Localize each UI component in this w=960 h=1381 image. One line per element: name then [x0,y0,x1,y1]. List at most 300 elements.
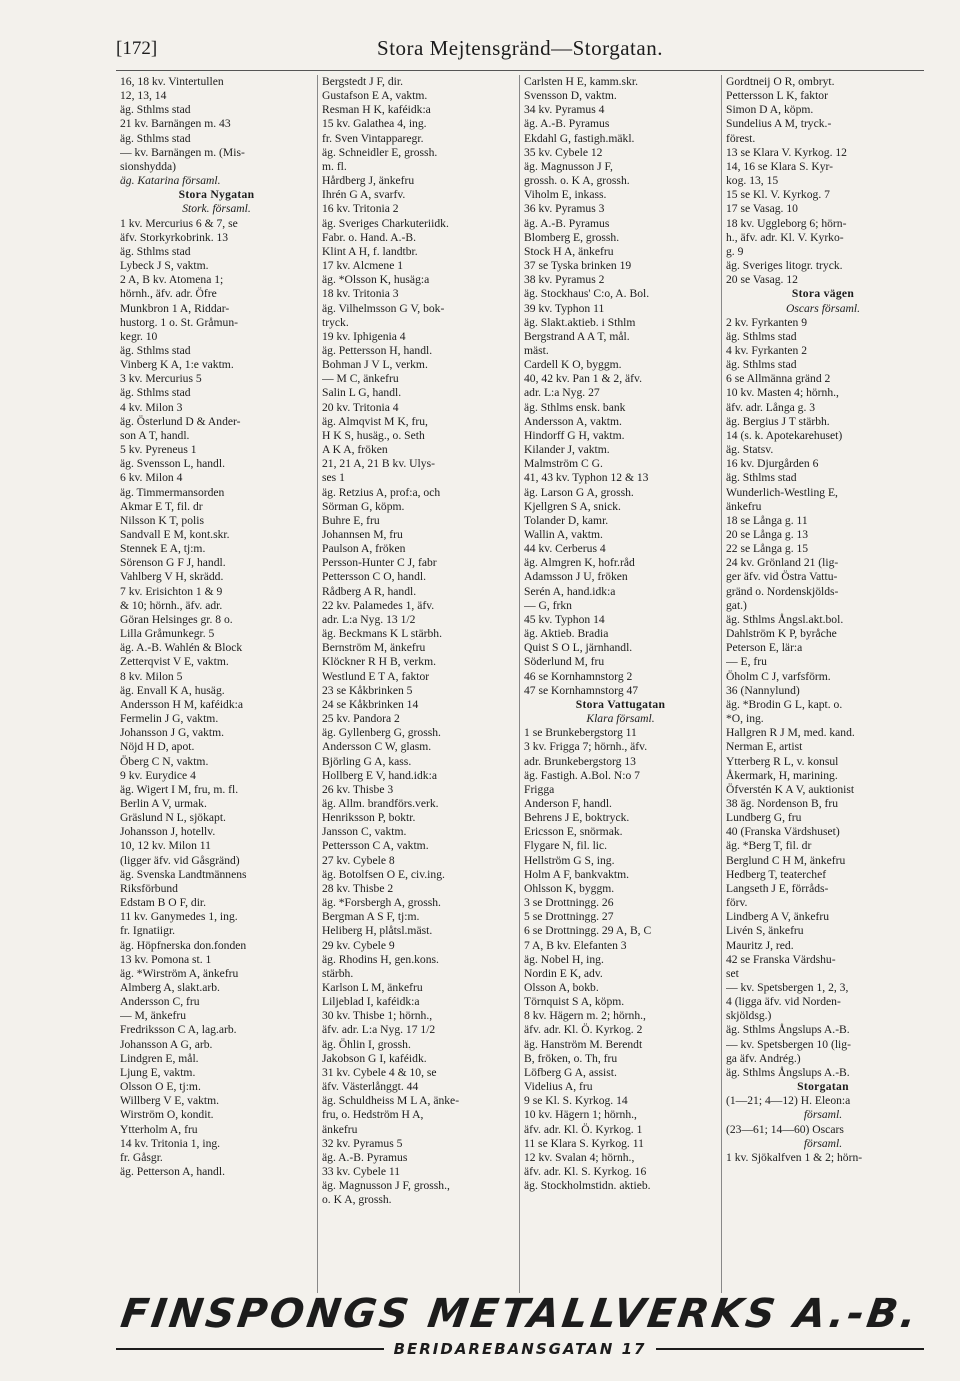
directory-line: Sandvall E M, kont.skr. [120,528,230,541]
directory-line: Öholm C J, varfsförm. [726,669,831,683]
directory-line: 8 kv. Milon 5 [120,669,183,683]
directory-line: Andersson C, fru [120,995,200,1009]
directory-line: 11 se Klara S. Kyrkog. 11 [524,1136,644,1150]
directory-line: äg. Schuldheiss M L A, änke- [322,1094,460,1108]
directory-line: Johansson A G, arb. [120,1037,213,1051]
directory-line: 20 se Långa g. 13 [726,528,809,541]
address-rule-left [116,1348,384,1350]
directory-line: Almberg A, slakt.arb. [120,981,220,994]
directory-line: 30 kv. Thisbe 1; hörnh., [322,1009,433,1023]
directory-line: Göran Helsinges gr. 8 o. [120,612,233,626]
directory-line: äg. Almqvist M K, fru, [322,414,428,428]
directory-line: Nerman E, artist [726,740,803,754]
directory-line: 13 kv. Pomona st. 1 [120,952,212,966]
directory-line: Svensson D, vaktm. [524,89,617,103]
directory-line: g. 9 [726,244,744,258]
directory-line: äg. Sthlms stad [120,244,191,258]
directory-line: gat.) [726,598,747,612]
directory-line: Henriksson P, boktr. [322,811,416,825]
directory-line: 40, 42 kv. Pan 1 & 2, äfv. [524,372,642,386]
directory-line: 41, 43 kv. Typhon 12 & 13 [524,471,649,485]
directory-line: Edstam B O F, dir. [120,896,207,910]
directory-line: 17 kv. Alcmene 1 [322,259,404,273]
directory-line: Vinberg K A, 1:e vaktm. [120,358,234,372]
directory-line: Löfberg G A, assist. [524,1065,617,1079]
directory-line: äg. Österlund D & Ander- [120,414,241,428]
directory-line: 12 kv. Svalan 4; hörnh., [524,1150,635,1164]
directory-line: äg. Sveriges Charkuteriidk. [322,216,449,230]
directory-line: 40 (Franska Värdshuset) [726,825,840,839]
directory-line: Simon D A, köpm. [726,103,814,117]
directory-line: äg. *Brodin G L, kapt. o. [726,697,843,711]
directory-line: Bergman A S F, tj:m. [322,910,420,924]
directory-line: Fredriksson C A, lag.arb. [120,1023,237,1037]
directory-line: 21, 21 A, 21 B kv. Ulys- [322,457,435,471]
running-title: Stora Mejtensgränd—Storgatan. [377,36,663,60]
directory-line: adr. L:a Nyg. 27 [524,386,600,400]
street-heading: Stora vägen [791,287,855,301]
directory-line: äg. Fastigh. A.Bol. N:o 7 [524,768,640,782]
directory-line: gränd o. Nordenskjölds- [726,584,839,598]
directory-line: 14 kv. Tritonia 1, ing. [120,1136,221,1150]
directory-line: 10 kv. Hägern 1; hörnh., [524,1108,637,1122]
directory-line: äg. A.-B. Wahlén & Block [120,641,243,655]
directory-line: 20 se Vasag. 12 [726,273,798,287]
directory-line: förv. [726,896,748,910]
directory-line: 24 kv. Grönland 21 (lig- [726,556,839,570]
directory-line: Törnquist S A, köpm. [524,995,625,1009]
directory-line: o. K A, grossh. [322,1193,392,1207]
advertiser-address: BERIDAREBANSGATAN 17 [393,1340,647,1358]
directory-line: h., äfv. adr. Kl. V. Kyrko- [726,230,844,244]
directory-line: Sörman G, köpm. [322,499,405,513]
directory-line: Fermelin J G, vaktm. [120,712,219,726]
directory-line: Adamsson J U, fröken [524,570,628,584]
directory-line: Liljeblad I, kaféidk:a [322,995,420,1009]
directory-line: äg. Beckmans K L stärbh. [322,627,442,641]
directory-line: 16, 18 kv. Vintertullen [120,75,224,88]
directory-line: Lindgren E, mål. [120,1051,199,1065]
directory-line: änkefru [322,1122,358,1136]
directory-line: Stork. församl. [182,202,251,216]
directory-line: äg. Envall K A, husäg. [120,683,225,697]
directory-line: H K S, husäg., o. Seth [322,428,425,442]
directory-line: förest. [726,131,756,145]
directory-line: Gordtneij O R, ombryt. [726,75,835,88]
directory-line: 1 kv. Mercurius 6 & 7, se [120,216,238,230]
directory-line: 25 kv. Pandora 2 [322,712,400,726]
directory-line: Jansson C, vaktm. [322,825,407,839]
directory-line: hörnh., äfv. adr. Öfre [120,287,217,301]
directory-line: 21 kv. Barnängen m. 43 [120,117,231,131]
directory-line: 45 kv. Typhon 14 [524,612,605,626]
directory-line: Wallin A, vaktm. [524,528,603,541]
street-heading: Stora Nygatan [178,188,255,202]
directory-line: (23—61; 14—60) Oscars [726,1122,844,1136]
directory-line: äg. Öhlin I, grossh. [322,1037,411,1051]
address-rule-right [656,1348,924,1350]
directory-line: grossh. o. K A, grossh. [524,174,630,188]
directory-line: Hellström G S, ing. [524,853,615,867]
directory-line: 32 kv. Pyramus 5 [322,1136,403,1150]
directory-line: & 10; hörnh., äfv. adr. [120,598,223,612]
column-2 [318,75,520,1293]
directory-line: äg. Pettersson H, handl. [322,343,433,357]
directory-line: 10, 12 kv. Milon 11 [120,839,211,853]
directory-line: 7 kv. Erisichton 1 & 9 [120,584,223,598]
directory-line: 6 se Allmänna gränd 2 [726,372,831,386]
directory-line: Berglund C H M, änkefru [726,853,846,867]
street-heading: Stora Vattugatan [575,697,666,711]
directory-line: adr. Brunkebergstorg 13 [524,754,636,768]
directory-line: Akmar E T, fil. dr [120,499,203,513]
directory-line: äg. Sthlms Ångslups A.-B. [726,1023,850,1037]
directory-line: äg. Almgren K, hofr.råd [524,556,635,570]
directory-line: 28 kv. Thisbe 2 [322,881,394,895]
directory-line: 16 kv. Djurgården 6 [726,457,819,471]
directory-line: äg. Hanström M. Berendt [524,1037,643,1051]
directory-line: — kv. Barnängen m. (Mis- [120,145,245,159]
directory-line: Pettersson C O, handl. [322,570,427,584]
directory-line: Andersson H M, kaféidk:a [120,697,243,711]
directory-line: Willberg V E, vaktm. [120,1094,220,1108]
directory-line: A K A, fröken [322,443,388,457]
directory-line: Ohlsson K, byggm. [524,881,615,895]
directory-line: äg. Vilhelmsson G V, bok- [322,301,445,315]
directory-line: Paulson A, fröken [322,542,406,556]
directory-line: Hårdberg J, änkefru [322,174,415,188]
directory-line: — G, frkn [524,598,572,612]
directory-line: Lybeck J S, vaktm. [120,259,209,273]
page-number: [172] [116,38,158,59]
directory-line: äg. Gyllenberg G, grossh. [322,726,441,740]
directory-line: äg. *Wirström A, änkefru [120,966,239,980]
directory-line: Ljung E, vaktm. [120,1065,196,1079]
directory-line: Fabr. o. Hand. A.-B. [322,230,417,244]
directory-line: församl. [803,1136,843,1150]
directory-line: Berlin A V, urmak. [120,796,207,810]
directory-line: son A T, handl. [120,428,190,442]
directory-line: 6 se Drottningg. 29 A, B, C [524,924,652,938]
directory-line: 13 se Klara V. Kyrkog. 12 [726,145,847,159]
directory-line: äfv. adr. Kl. Ö. Kyrkog. 2 [524,1023,643,1037]
directory-line: Dahlström K P, byråche [726,627,837,641]
directory-line: Klint A H, f. landtbr. [322,244,418,258]
directory-line: Kilander J, vaktm. [524,443,610,457]
directory-line: Bergstrand A A T, mål. [524,329,630,343]
directory-line: äfv. Västerlånggt. 44 [322,1080,419,1094]
directory-line: Frigga [524,782,555,796]
directory-line: (1—21; 4—12) H. Eleon:a [726,1094,851,1108]
directory-line: äfv. Storkyrkobrink. 13 [120,230,229,244]
directory-line: Rådberg A R, handl. [322,584,417,598]
directory-line: 16 kv. Tritonia 2 [322,202,399,216]
directory-line: Westlund E T A, faktor [322,669,430,683]
directory-line: äg. A.-B. Pyramus [524,216,610,230]
directory-line: ses 1 [322,471,345,485]
directory-line: äg. Botolfsen O E, civ.ing. [322,867,445,881]
directory-line: äg. Allm. brandförs.verk. [322,796,439,810]
directory-line: — E, fru [726,655,767,669]
directory-line: Björling G A, kass. [322,754,412,768]
directory-line: äg. Wigert I M, fru, m. fl. [120,782,239,796]
directory-line: Holm A F, bankvaktm. [524,867,630,881]
directory-line: äg. Svenska Landtmännens [120,867,247,881]
directory-line: m. fl. [322,159,347,173]
directory-line: äg. Sthlms stad [726,471,797,485]
directory-line: Anderson F, handl. [524,796,612,810]
directory-line: Öfverstén K A V, auktionist [726,782,855,796]
directory-line: Stennek E A, tj:m. [120,542,206,556]
directory-line: 22 kv. Palamedes 1, äfv. [322,598,435,612]
directory-line: Viholm E, inkass. [524,188,607,202]
directory-line: äg. Bergius J T stärbh. [726,414,830,428]
directory-line: Johannsen M, fru [322,528,403,541]
directory-line: 18 kv. Uggleborg 6; hörn- [726,216,847,230]
directory-line: Hallgren R J M, med. kand. [726,726,855,740]
directory-line: äg. Sthlms Ångsl.akt.bol. [726,612,844,626]
directory-line: Åkermark, H, marining. [726,768,838,782]
directory-line: Klöckner R H B, verkm. [322,655,436,669]
directory-line: 3 kv. Frigga 7; hörnh., äfv. [524,740,648,754]
directory-line: äfv. adr. L:a Nyg. 17 1/2 [322,1023,436,1037]
directory-line: äg. Sthlms stad [726,329,797,343]
directory-line: kog. 13, 15 [726,174,779,188]
directory-line: Carlsten H E, kamm.skr. [524,75,638,88]
directory-line: församl. [803,1108,843,1122]
directory-line: äg. *Olsson K, husäg:a [322,273,430,287]
directory-line: äfv. adr. Kl. S. Kyrkog. 16 [524,1165,647,1179]
directory-line: 39 kv. Typhon 11 [524,301,605,315]
directory-line: ga äfv. Andrég.) [726,1051,801,1065]
directory-line: Stock H A, änkefru [524,244,614,258]
directory-line: Lindberg A V, änkefru [726,910,830,924]
directory-line: Oscars församl. [785,301,861,315]
directory-line: äg. Rhodins H, gen.kons. [322,952,439,966]
directory-line: Ytterholm A, fru [120,1122,198,1136]
directory-line: 14, 16 se Klara S. Kyr- [726,159,833,173]
directory-line: 33 kv. Cybele 11 [322,1165,401,1179]
directory-line: Johansson J, hotellv. [120,825,216,839]
directory-line: 20 kv. Tritonia 4 [322,400,399,414]
directory-line: Vahlberg V H, skrädd. [120,570,224,584]
directory-line: Tolander D, kamr. [524,513,609,527]
directory-line: 38 äg. Nordenson B, fru [726,796,839,810]
directory-line: äg. Slakt.aktieb. i Sthlm [524,315,636,329]
directory-line: 47 se Kornhamnstorg 47 [524,683,639,697]
directory-line: sionshydda) [120,159,177,173]
directory-line: äg. Sthlms stad [120,131,191,145]
directory-line: 17 se Vasag. 10 [726,202,798,216]
directory-line: Pettersson C A, vaktm. [322,839,429,853]
directory-line: Bohman J V L, verkm. [322,358,428,372]
directory-line: Livén S, änkefru [726,924,804,938]
directory-line: — M, änkefru [120,1009,187,1023]
directory-line: Persson-Hunter C J, fabr [322,556,437,570]
directory-line: 5 kv. Pyreneus 1 [120,443,197,457]
directory-line: set [726,966,739,980]
directory-line: 11 kv. Ganymedes 1, ing. [120,910,238,924]
directory-line: Salin L G, handl. [322,386,402,400]
directory-line: Zetterqvist V E, vaktm. [120,655,229,669]
directory-line: 18 kv. Tritonia 3 [322,287,399,301]
directory-line: 5 se Drottningg. 27 [524,910,614,924]
directory-line: äg. Larson G A, grossh. [524,485,634,499]
directory-line: skjöldsg.) [726,1009,772,1023]
directory-line: Munkbron 1 A, Riddar- [120,301,230,315]
column-1 [116,75,318,1293]
directory-line: Quist S O L, järnhandl. [524,641,633,655]
directory-line: 23 se Kåkbrinken 5 [322,683,413,697]
directory-line: äg. Retzius A, prof:a, och [322,485,441,499]
street-heading: Storgatan [797,1080,849,1094]
directory-line: äg. Statsv. [726,443,774,457]
directory-line: äg. Sveriges litogr. tryck. [726,259,843,273]
directory-line: fr. Gåsgr. [120,1150,163,1164]
directory-line: mäst. [524,343,549,357]
directory-line: Bergstedt J F, dir. [322,75,403,88]
directory-line: 1 kv. Sjökalfven 1 & 2; hörn- [726,1150,863,1164]
directory-line: äg. A.-B. Pyramus [322,1150,408,1164]
directory-line: hustorg. 1 o. St. Gråmun- [120,315,238,329]
directory-line: Gustafson E A, vaktm. [322,89,428,103]
directory-line: äfv. adr. Kl. Ö. Kyrkog. 1 [524,1122,643,1136]
directory-line: äg. Petterson A, handl. [120,1165,225,1179]
page-header [116,30,924,71]
directory-line: 4 kv. Fyrkanten 2 [726,343,808,357]
directory-line: äg. Nobel H, ing. [524,952,604,966]
directory-line: (ligger äfv. vid Gåsgränd) [120,853,240,867]
directory-line: stärbh. [322,966,354,980]
column-3 [520,75,722,1293]
directory-line: Johansson J G, vaktm. [120,726,225,740]
directory-columns [116,75,924,1293]
directory-line: Cardell K O, byggm. [524,358,622,372]
directory-line: Söderlund M, fru [524,655,605,669]
directory-line: 10 kv. Masten 4; hörnh., [726,386,839,400]
directory-line: 12, 13, 14 [120,89,167,103]
directory-line: B, fröken, o. Th, fru [524,1051,618,1065]
directory-line: Serén A, hand.idk:a [524,584,616,598]
directory-line: 29 kv. Cybele 9 [322,938,395,952]
directory-line: Bernström M, änkefru [322,641,426,655]
directory-line: 38 kv. Pyramus 2 [524,273,605,287]
directory-line: — kv. Spetsbergen 1, 2, 3, [726,981,849,994]
directory-line: Hedberg T, teaterchef [726,867,827,881]
directory-line: Kjellgren S A, snick. [524,499,621,513]
directory-line: äg. Katarina församl. [120,174,221,188]
directory-line: adr. L:a Nyg. 13 1/2 [322,612,416,626]
directory-line: äg. Svensson L, handl. [120,457,225,471]
directory-line: Flygare N, fil. lic. [524,839,608,853]
directory-line: 4 kv. Milon 3 [120,400,183,414]
directory-line: Nilsson K T, polis [120,513,204,527]
directory-line: Hollberg E V, hand.idk:a [322,768,437,782]
directory-line: 2 kv. Fyrkanten 9 [726,315,808,329]
directory-line: äfv. adr. Långa g. 3 [726,400,816,414]
directory-line: äg. Aktieb. Bradia [524,627,609,641]
directory-line: Nöjd H D, apot. [120,740,195,754]
directory-line: 27 kv. Cybele 8 [322,853,395,867]
directory-line: 6 kv. Milon 4 [120,471,183,485]
directory-line: Andersson C W, glasm. [322,740,432,754]
directory-line: äg. Timmermansorden [120,485,225,499]
directory-line: Hindorff G H, vaktm. [524,428,625,442]
directory-line: äg. *Berg T, fil. dr [726,839,812,853]
directory-line: 3 se Drottningg. 26 [524,896,614,910]
directory-line: fr. Sven Vintapparegr. [322,131,424,145]
directory-line: äg. Magnusson J F, [524,159,613,173]
directory-line: 31 kv. Cybele 4 & 10, se [322,1065,437,1079]
directory-line: Ekdahl G, fastigh.mäkl. [524,131,635,145]
directory-line: 26 kv. Thisbe 3 [322,782,394,796]
directory-line: Peterson E, lär:a [726,641,803,655]
directory-line: Buhre E, fru [322,513,380,527]
directory-line: Wunderlich-Westling E, [726,485,838,499]
directory-line: fr. Ignatiigr. [120,924,176,938]
directory-line: Lilla Gråmunkegr. 5 [120,627,215,641]
directory-line: 36 kv. Pyramus 3 [524,202,605,216]
directory-line: Wirström O, kondit. [120,1108,214,1122]
directory-line: 7 A, B kv. Elefanten 3 [524,938,627,952]
directory-line: Klara församl. [586,712,655,726]
directory-line: 15 kv. Galathea 4, ing. [322,117,427,131]
directory-line: 9 kv. Eurydice 4 [120,768,196,782]
directory-line: tryck. [322,315,349,329]
directory-line: äg. Sthlms stad [120,386,191,400]
directory-line: Nordin E K, adv. [524,966,603,980]
directory-line: Sundelius A M, tryck.- [726,117,832,131]
directory-line: äg. Stockholmstidn. aktieb. [524,1179,651,1193]
directory-line: äg. Magnusson J F, grossh., [322,1179,450,1193]
directory-line: 22 se Långa g. 15 [726,542,809,556]
directory-line: Blomberg E, grossh. [524,230,620,244]
directory-line: Heliberg H, plåtsl.mäst. [322,924,433,938]
directory-line: 35 kv. Cybele 12 [524,145,603,159]
directory-line: Mauritz J, red. [726,938,794,952]
directory-line: äg. Sthlms ensk. bank [524,400,626,414]
directory-line: äg. Sthlms stad [120,343,191,357]
directory-line: — M C, änkefru [322,372,399,386]
directory-line: 19 kv. Iphigenia 4 [322,329,406,343]
directory-line: änkefru [726,499,762,513]
directory-line: Ytterberg R L, v. konsul [726,754,839,768]
directory-line: Olsson A, bokb. [524,981,599,994]
directory-line: Behrens J E, boktryck. [524,811,630,825]
directory-line: 37 se Tyska brinken 19 [524,259,632,273]
directory-line: Gräslund N L, sjökapt. [120,811,226,825]
directory-line: 18 se Långa g. 11 [726,513,808,527]
directory-line: 46 se Kornhamnstorg 2 [524,669,633,683]
directory-line: Ihrén G A, svarfv. [322,188,406,202]
directory-line: 24 se Kåkbrinken 14 [322,697,419,711]
directory-line: Jakobson G I, kaféidk. [322,1051,427,1065]
directory-line: äg. Sthlms stad [726,358,797,372]
directory-line: 9 se Kl. S. Kyrkog. 14 [524,1094,628,1108]
directory-line: äg. *Forsbergh A, grossh. [322,896,441,910]
advertiser-address-row [116,1340,924,1358]
directory-line: 42 se Franska Värdshu- [726,952,836,966]
directory-line: 1 se Brunkebergstorg 11 [524,726,637,740]
directory-line: 15 se Kl. V. Kyrkog. 7 [726,188,830,202]
directory-line: Resman H K, kaféidk:a [322,103,431,117]
directory-line: Pettersson L K, faktor [726,89,828,103]
directory-line: Karlson L M, änkefru [322,981,423,994]
directory-line: kegr. 10 [120,329,158,343]
directory-line: Öberg C N, vaktm. [120,754,209,768]
directory-line: 14 (s. k. Apotekarehuset) [726,428,843,442]
directory-line: Ericsson E, snörmak. [524,825,623,839]
